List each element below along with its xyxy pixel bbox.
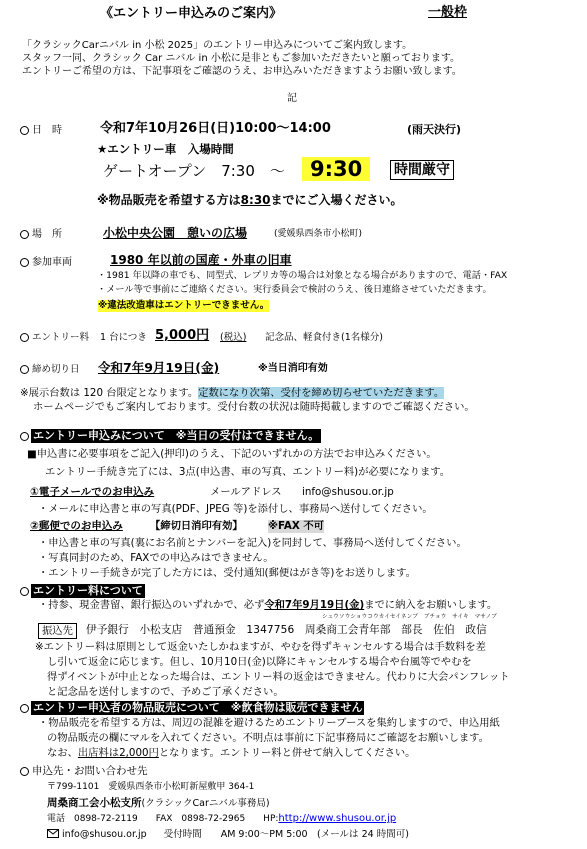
gate-close-time: 9:30 <box>302 157 370 181</box>
contact-address: 〒799-1101 愛媛県西条市小松町新屋敷甲 364-1 <box>47 782 255 792</box>
apply-header: エントリー申込みについて ※当日の受付はできません。 <box>33 429 320 442</box>
venue-label: 場 所 <box>32 229 62 240</box>
intro-line-1: 「クラシックCarニバル in 小松 2025」のエントリー申込みについてご案内致します。 <box>22 40 413 51</box>
gate-open: ゲートオープン 7:30 ～ <box>103 162 285 180</box>
fee-label: エントリー料 <box>32 332 90 343</box>
mail-note-1: ・申込書と車の写真(裏にお名前とナンバーを記入)を同封して、事務局へ送付してください。 <box>38 537 467 549</box>
date-value: 令和7年10月26日(日)10:00～14:00 <box>100 121 331 136</box>
contact-phone-line: 電話 0898-72-2119 FAX 0898-72-2965 HP:http://www.shusou.or.jp <box>47 813 397 824</box>
ki-mark: 記 <box>287 93 297 104</box>
vendor-entry-note: ※物品販売を希望する方は8:30までにご入場ください。 <box>97 193 403 207</box>
limit-line-1: ※展示台数は 120 台限定となります。定数になり次第、受付を締め切らせていただきます。 <box>20 387 445 399</box>
venue-address: (愛媛県西条市小松町) <box>274 229 363 239</box>
bullet-circle-icon <box>20 258 29 267</box>
intro-line-3: エントリーご希望の方は、下記事項をご確認のうえ、お申込みいただきますようお願い致します。 <box>22 66 462 77</box>
fee-per: 1 台につき <box>100 332 147 343</box>
refund-line-4: と記念品を送付しますので、予めご了承ください。 <box>47 686 284 698</box>
contact-email[interactable]: info@shusou.or.jp <box>62 829 147 840</box>
bank-account: 伊予銀行 小松支店 普通預金 1347756 周桑商工会青年部 部長 佐伯 政信 <box>86 624 487 636</box>
email-apply-title: ①電子メールでのお申込み <box>30 486 155 498</box>
account-name-ruby: シュウソウショウコウカイセイネンブ ブチョウ サイキ マサノブ <box>322 614 497 620</box>
refund-line-2: し引いて返金に応じます。但し、10月10日(金)以降にキャンセルする場合や台風等でやむを <box>47 656 472 668</box>
bullet-circle-icon <box>20 704 29 713</box>
category-badge: 一般枠 <box>428 5 468 20</box>
email-address-label: メールアドレス <box>210 486 282 498</box>
apply-line-1: ■申込書に必要事項をご記入(押印)のうえ、下記のいずれかの方法でお申込みください。 <box>27 448 437 460</box>
envelope-icon <box>47 829 59 842</box>
payment-line-1: ・持参、現金書留、銀行振込のいずれかで、必ず令和7年9月19日(金)までに納入をお願いします。 <box>38 599 498 611</box>
entry-time-label: ★エントリー車 入場時間 <box>97 142 234 156</box>
mail-note-3: ・エントリー手続きが完了した方には、受付通知(郵便はがき等)をお送りします。 <box>38 567 416 579</box>
bullet-circle-icon <box>20 230 29 239</box>
venue-name: 小松中央公園 憩いの広場 <box>103 226 248 240</box>
contact-hours: 受付時間 AM 9:00～PM 5:00 (メールは 24 時間可) <box>163 829 409 840</box>
email-address[interactable]: info@shusou.or.jp <box>302 486 394 498</box>
bank-label: 振込先 <box>38 623 77 639</box>
contact-header: 申込先・お問い合わせ先 <box>32 765 148 777</box>
bullet-circle-icon <box>20 587 29 596</box>
fee-amount: 5,000円 <box>155 328 210 343</box>
sales-header: エントリー申込者の物品販売について ※飲食物は販売できません <box>33 701 363 714</box>
bullet-circle-icon <box>20 365 29 374</box>
vehicles-note-1: ・1981 年以降の車でも、同型式、レプリカ等の場合は対象となる場合がありますので、電話・FAX <box>97 270 508 281</box>
email-apply-note: ・メールに申込書と車の写真(PDF、JPEG 等)を添付し、事務局へ送付してください。 <box>38 503 433 515</box>
homepage-link[interactable]: http://www.shusou.or.jp <box>278 813 397 824</box>
illegal-mod-warning: ※違法改造車はエントリーできません。 <box>98 300 270 311</box>
fee-includes: 記念品、軽食付き(1名様分) <box>265 332 383 343</box>
fee-tax: (税込) <box>220 332 247 343</box>
strict-time-badge: 時間厳守 <box>390 160 454 180</box>
vehicles-label: 参加車両 <box>32 257 72 268</box>
payment-header: エントリー料について <box>33 584 143 597</box>
limit-line-2: ホームページでもご案内しております。受付台数の状況は随時掲載しますのでご確認ください。 <box>33 401 475 413</box>
date-note: (雨天決行) <box>407 123 462 136</box>
mail-apply-title: ②郵便でのお申込み <box>30 520 123 532</box>
vehicles-value: 1980 年以前の国産・外車の旧車 <box>110 253 292 267</box>
vehicles-note-2: ・メール等で事前にご連絡ください。実行委員会で検討のうえ、後日連絡させていただきます。 <box>97 284 492 295</box>
refund-line-1: ※エントリー料は原則として返金いたしかねますが、やむを得ずキャンセルする場合は手数料を差 <box>35 641 486 653</box>
contact-email-line <box>47 829 409 842</box>
refund-line-3: 得ずイベントが中止となった場合は、エントリー料の返金はできません。代わりに大会パンフレット <box>47 671 510 683</box>
intro-line-2: スタッフ一同、クラシック Car ニバル in 小松に是非ともご参加いただきたいと願っております。 <box>22 53 461 64</box>
bullet-circle-icon <box>20 432 29 441</box>
no-fax-note: ※FAX 不可 <box>268 520 324 532</box>
bullet-circle-icon <box>20 333 29 342</box>
mail-deadline-note: 【締切日消印有効】 <box>150 520 243 532</box>
sales-line-3: なお、出店料は2,000円となります。エントリー料と併せて納入してください。 <box>47 747 416 759</box>
apply-line-2: エントリー手続き完了には、3点(申込書、車の写真、エントリー料)が必要になります。 <box>45 466 451 478</box>
deadline-date: 令和7年9月19日(金) <box>98 360 220 375</box>
page-title: 《エントリー申込みのご案内》 <box>100 6 283 21</box>
bullet-circle-icon <box>20 767 29 776</box>
deadline-label: 締め切り日 <box>32 364 80 375</box>
sales-line-2: の物品販売の欄にマルを入れてください。不明点は事前に下記事務局にご確認をお願いします。 <box>47 732 489 744</box>
sales-line-1: ・物品販売を希望する方は、周辺の混雑を避けるためエントリーブースを集約しますので、申込用紙 <box>38 717 500 729</box>
bullet-circle-icon <box>20 126 29 135</box>
date-label: 日 時 <box>32 125 62 136</box>
deadline-note: ※当日消印有効 <box>258 363 328 374</box>
contact-org: 周桑商工会小松支所(クラシックCarニバル事務局) <box>47 797 270 809</box>
mail-note-2: ・写真同封のため、FAXでの申込みはできません。 <box>38 552 274 564</box>
